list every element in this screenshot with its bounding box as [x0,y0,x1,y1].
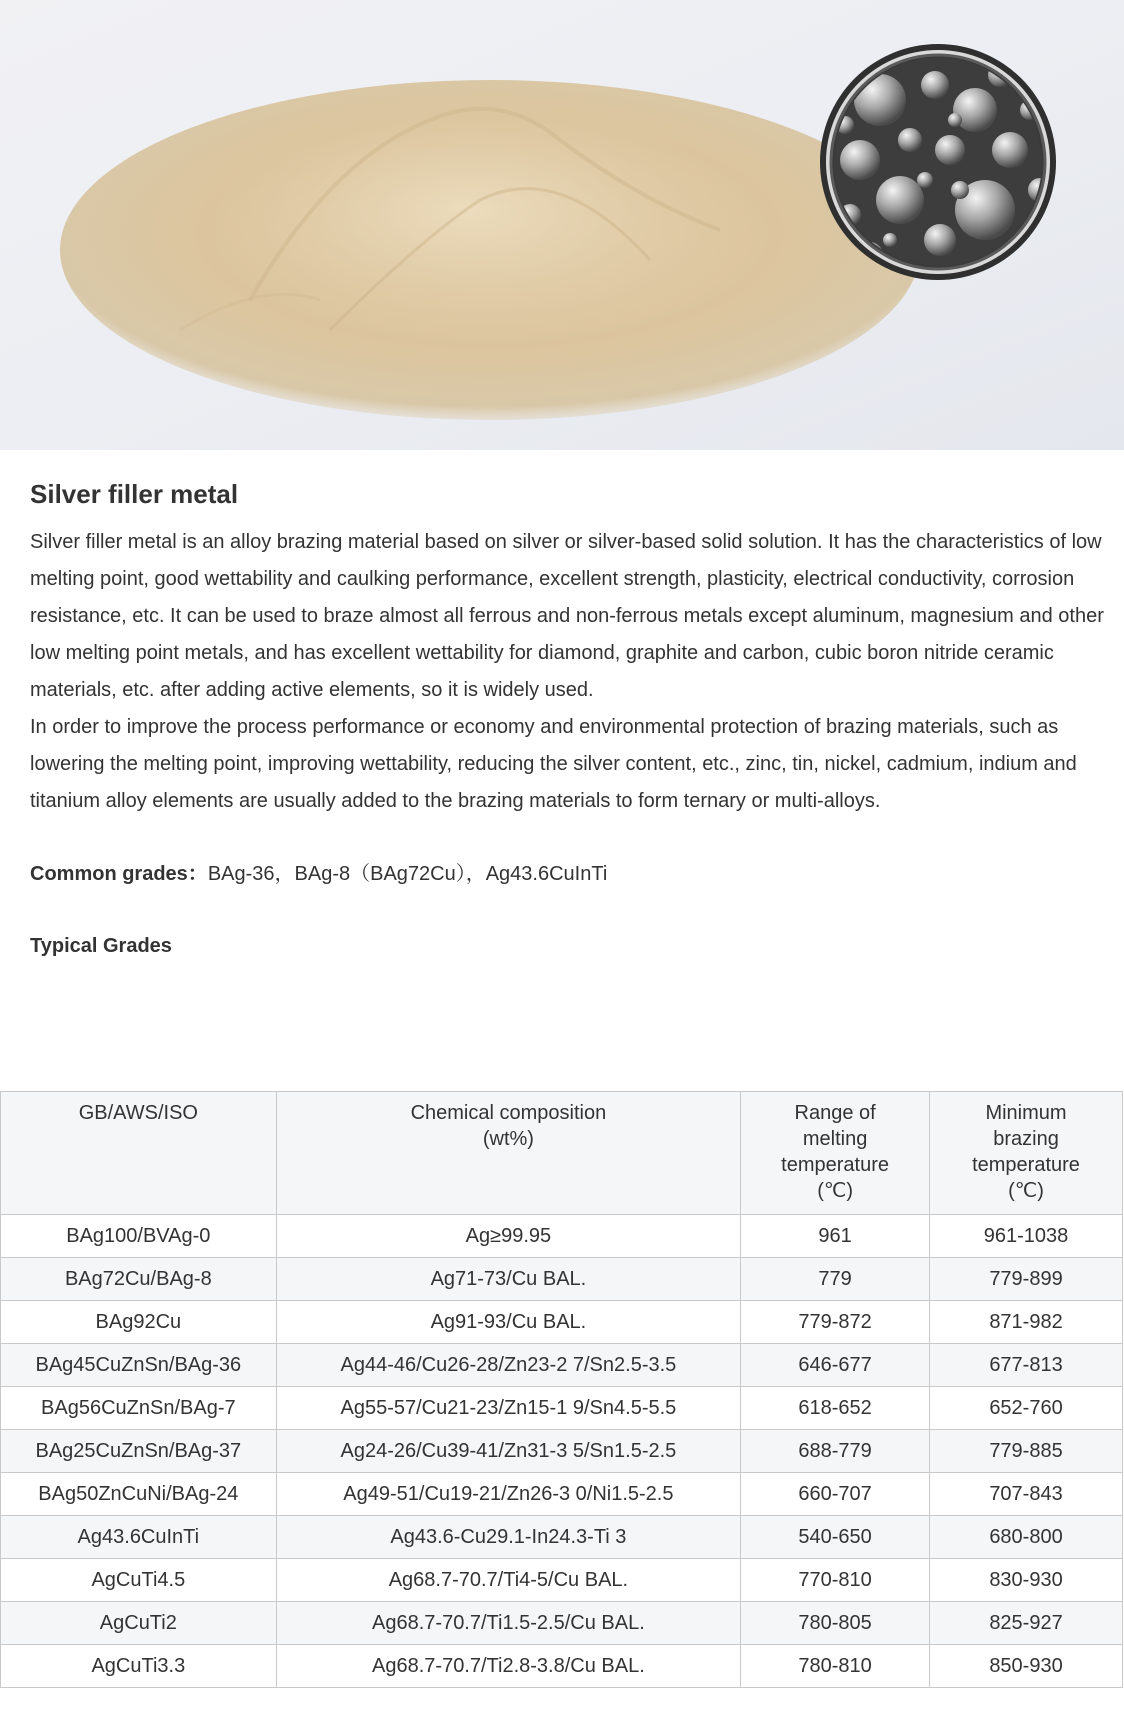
grade-cell: BAg92Cu [1,1301,277,1344]
brazing-temp-cell: 850-930 [930,1645,1123,1688]
composition-cell: Ag68.7-70.7/Ti2.8-3.8/Cu BAL. [276,1645,740,1688]
grade-cell: BAg100/BVAg-0 [1,1215,277,1258]
common-grades [30,858,1110,890]
header-chemical-composition: Chemical composition (wt%) [276,1092,740,1215]
melting-range-cell: 540-650 [741,1516,930,1559]
brazing-temp-cell: 680-800 [930,1516,1123,1559]
header-grade-standard: GB/AWS/ISO [1,1092,277,1215]
brazing-temp-cell: 825-927 [930,1602,1123,1645]
grade-cell: BAg72Cu/BAg-8 [1,1258,277,1301]
table-row [1,1215,1123,1258]
grade-cell: BAg50ZnCuNi/BAg-24 [1,1473,277,1516]
table-row [1,1559,1123,1602]
composition-cell: Ag49-51/Cu19-21/Zn26-3 0/Ni1.5-2.5 [276,1473,740,1516]
brazing-temp-cell: 677-813 [930,1344,1123,1387]
grade-cell: BAg25CuZnSn/BAg-37 [1,1430,277,1473]
grade-cell: AgCuTi4.5 [1,1559,277,1602]
composition-cell: Ag91-93/Cu BAL. [276,1301,740,1344]
grade-cell: AgCuTi2 [1,1602,277,1645]
composition-cell: Ag55-57/Cu21-23/Zn15-1 9/Sn4.5-5.5 [276,1387,740,1430]
brazing-temp-cell: 871-982 [930,1301,1123,1344]
melting-range-cell: 688-779 [741,1430,930,1473]
composition-cell: Ag≥99.95 [276,1215,740,1258]
table-row [1,1301,1123,1344]
brazing-temp-cell: 779-885 [930,1430,1123,1473]
melting-range-cell: 779-872 [741,1301,930,1344]
table-row [1,1430,1123,1473]
table-row [1,1473,1123,1516]
melting-range-cell: 780-810 [741,1645,930,1688]
grade-cell: BAg56CuZnSn/BAg-7 [1,1387,277,1430]
composition-cell: Ag44-46/Cu26-28/Zn23-2 7/Sn2.5-3.5 [276,1344,740,1387]
grade-cell: Ag43.6CuInTi [1,1516,277,1559]
description-paragraph-1: Silver filler metal is an alloy brazing material based on silver or silver-based solid solution. It has the characteristics of low melting point, good wettability and caulking performance, excellent strength, plasticity, electrical conductivity, corrosion resistance, etc. It can be used to braze almost all ferrous and non-ferrous metals except aluminum, magnesium and other low melting point metals, and has excellent wettability for diamond, graphite and carbon, cubic boron nitride ceramic materials, etc. after adding active elements, so it is widely used. [30,531,1104,701]
typical-grades-table [0,1091,1123,1688]
table-row [1,1645,1123,1688]
table-row [1,1387,1123,1430]
header-melting-range: Range of melting temperature (℃) [741,1092,930,1215]
brazing-temp-cell: 652-760 [930,1387,1123,1430]
powder-photo [0,0,1124,450]
melting-range-cell: 779 [741,1258,930,1301]
article [30,476,1110,962]
composition-cell: Ag68.7-70.7/Ti1.5-2.5/Cu BAL. [276,1602,740,1645]
brazing-temp-cell: 961-1038 [930,1215,1123,1258]
table-row [1,1516,1123,1559]
melting-range-cell: 780-805 [741,1602,930,1645]
melting-range-cell: 961 [741,1215,930,1258]
page-title: Silver filler metal [30,479,239,509]
brazing-temp-cell: 830-930 [930,1559,1123,1602]
grade-cell: BAg45CuZnSn/BAg-36 [1,1344,277,1387]
melting-range-cell: 618-652 [741,1387,930,1430]
common-grades-value: BAg-36，BAg-8（BAg72Cu），Ag43.6CuInTi [207,863,608,885]
composition-cell: Ag24-26/Cu39-41/Zn31-3 5/Sn1.5-2.5 [276,1430,740,1473]
brazing-temp-cell: 779-899 [930,1258,1123,1301]
grade-cell: AgCuTi3.3 [1,1645,277,1688]
hero-image [0,0,1124,450]
melting-range-cell: 646-677 [741,1344,930,1387]
common-grades-label: Common grades： [30,863,208,885]
composition-cell: Ag43.6-Cu29.1-In24.3-Ti 3 [276,1516,740,1559]
header-min-brazing-temp: Minimum brazing temperature (℃) [930,1092,1123,1215]
table-row [1,1344,1123,1387]
melting-range-cell: 770-810 [741,1559,930,1602]
brazing-temp-cell: 707-843 [930,1473,1123,1516]
table-header-row [1,1092,1123,1215]
description-paragraph-2: In order to improve the process performance or economy and environmental protection of brazing materials, such as lowering the melting point, improving wettability, reducing the silver content, etc., zinc, tin, nickel, cadmium, indium and titanium alloy elements are usually added to the brazing materials to form ternary or multi-alloys. [30,716,1077,812]
composition-cell: Ag68.7-70.7/Ti4-5/Cu BAL. [276,1559,740,1602]
typical-grades-heading: Typical Grades [30,935,172,957]
composition-cell: Ag71-73/Cu BAL. [276,1258,740,1301]
table-row [1,1602,1123,1645]
melting-range-cell: 660-707 [741,1473,930,1516]
table-row [1,1258,1123,1301]
